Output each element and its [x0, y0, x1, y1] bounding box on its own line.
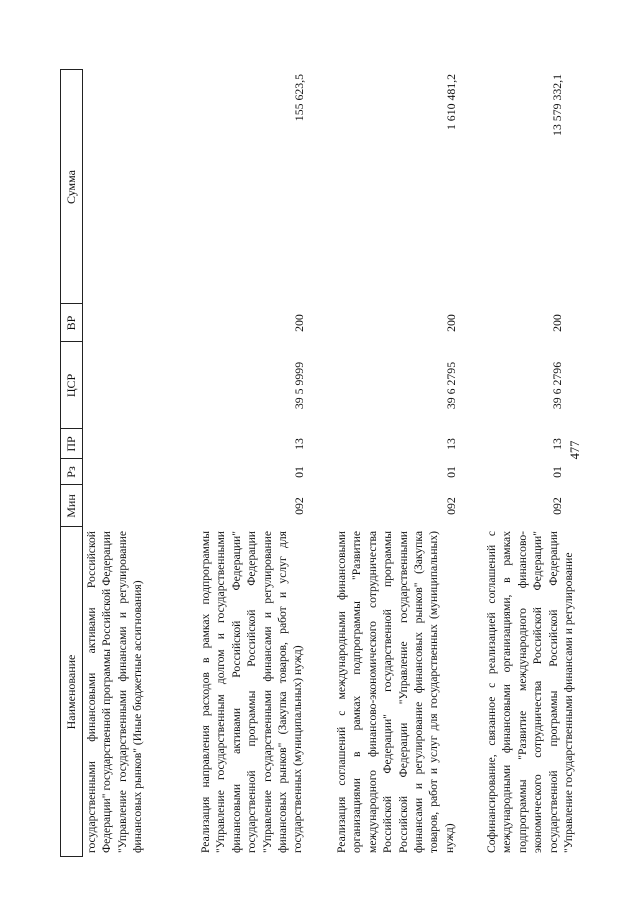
table-row-3-sum: 13 579 332,1 — [550, 74, 564, 136]
table-row-2-rz: 01 — [444, 466, 458, 478]
table-row-3-vr: 200 — [550, 314, 564, 332]
header-bottom-border — [82, 69, 83, 857]
header-sum: Сумма — [64, 170, 78, 204]
table-row-2-vr: 200 — [444, 314, 458, 332]
header-pr: ПР — [64, 436, 78, 452]
table-row-3-pr: 13 — [550, 438, 564, 450]
table-row-1-rz: 01 — [292, 466, 306, 478]
table-row-2-pr: 13 — [444, 438, 458, 450]
page-number: 477 — [568, 440, 582, 460]
table-row-2-min: 092 — [444, 497, 458, 515]
table-row-0-name: государственными финансовыми активами Российской Федерации" государственной программы Российской Федерации "Управление государственными финансами и регулирование финансовых рынков" (Иные бюджетные ассигнования) — [85, 531, 145, 853]
header-rz: Рз — [64, 466, 78, 478]
header-name: Наименование — [64, 654, 78, 730]
table-row-3-name: Софинансирование, связанное с реализацией соглашений с международными финансовыми организациями, в рамках подпрограммы "Развитие международного финансово-экономического сотрудничества Российской Федерации" государственной программы Российской Федерации "Управление государственными финансами и регулирование — [485, 531, 576, 853]
table-row-1-pr: 13 — [292, 438, 306, 450]
table-row-2-sum: 1 610 481,2 — [444, 74, 458, 131]
header-vr: ВР — [64, 315, 78, 331]
table-row-2-csr: 39 6 2795 — [444, 361, 458, 410]
table-row-3-csr: 39 6 2796 — [550, 361, 564, 410]
table-row-1-name: Реализация направления расходов в рамках подпрограммы "Управление государственным долгом и государственными финансовыми активами Российской Федерации" государственной программы Российской Федерации "Управление государственными финансами и регулирование финансовых рынков" (Закупка товаров, работ и услуг для государственных (муниципальных) нужд) — [199, 531, 305, 853]
table-row-3-rz: 01 — [550, 466, 564, 478]
header-min: Мин — [64, 494, 78, 518]
table-row-1-min: 092 — [292, 497, 306, 515]
table-row-2-name: Реализация соглашений с международными финансовыми организациями в рамках подпрограммы "Развитие международного финансово-экономического сотрудничества Российской Федерации" государственной программы Российской Федерации "Управление государственными финансами и регулирование финансовых рынков" (Закупка товаров, работ и услуг для государственных (муниципальных) нужд) — [335, 531, 456, 853]
table-row-1-csr: 39 5 9999 — [292, 361, 306, 410]
table-row-1-vr: 200 — [292, 314, 306, 332]
header-csr: ЦСР — [64, 373, 78, 398]
table-row-1-sum: 155 623,5 — [292, 74, 306, 122]
table-row-3-min: 092 — [550, 497, 564, 515]
